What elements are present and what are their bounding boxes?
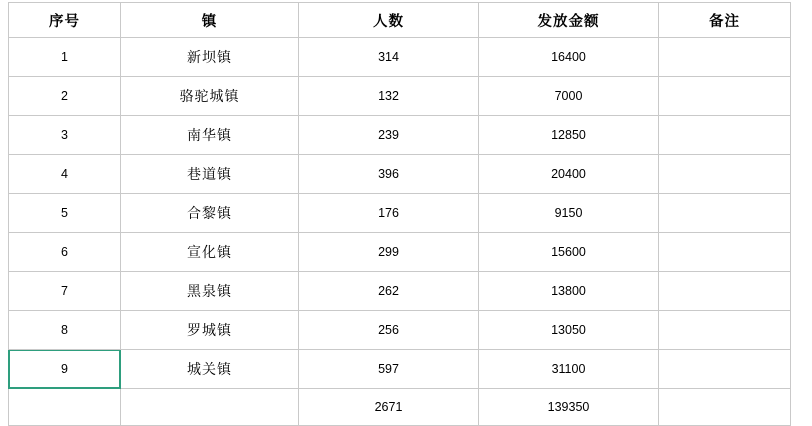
- cell-note[interactable]: [659, 272, 791, 311]
- cell-index[interactable]: 9: [9, 350, 121, 389]
- table-row[interactable]: [9, 155, 791, 194]
- cell-people[interactable]: 314: [299, 38, 479, 77]
- cell-people[interactable]: 239: [299, 116, 479, 155]
- cell-index[interactable]: 2: [9, 77, 121, 116]
- cell-amount[interactable]: 7000: [479, 77, 659, 116]
- cell-amount[interactable]: 9150: [479, 194, 659, 233]
- cell-town[interactable]: 南华镇: [121, 116, 299, 155]
- cell-amount[interactable]: 13050: [479, 311, 659, 350]
- table-row[interactable]: [9, 350, 791, 389]
- cell-people[interactable]: 299: [299, 233, 479, 272]
- cell-town[interactable]: 新坝镇: [121, 38, 299, 77]
- column-header-town: 镇: [121, 3, 299, 38]
- cell-people[interactable]: 256: [299, 311, 479, 350]
- cell-note[interactable]: [659, 116, 791, 155]
- cell-amount[interactable]: 31100: [479, 350, 659, 389]
- column-header-note: 备注: [659, 3, 791, 38]
- cell-town[interactable]: 合黎镇: [121, 194, 299, 233]
- column-header-people: 人数: [299, 3, 479, 38]
- cell-amount[interactable]: 12850: [479, 116, 659, 155]
- cell-town[interactable]: 巷道镇: [121, 155, 299, 194]
- table-row[interactable]: [9, 38, 791, 77]
- cell-total-amount[interactable]: 139350: [479, 389, 659, 426]
- cell-amount[interactable]: 20400: [479, 155, 659, 194]
- spreadsheet-sheet: [0, 2, 812, 414]
- cell-amount[interactable]: 15600: [479, 233, 659, 272]
- cell-town[interactable]: 城关镇: [121, 350, 299, 389]
- cell-index[interactable]: 1: [9, 38, 121, 77]
- column-header-index: 序号: [9, 3, 121, 38]
- cell-people[interactable]: 262: [299, 272, 479, 311]
- table-row[interactable]: [9, 77, 791, 116]
- cell-town[interactable]: 罗城镇: [121, 311, 299, 350]
- cell-index[interactable]: 3: [9, 116, 121, 155]
- table-row[interactable]: [9, 233, 791, 272]
- cell-index[interactable]: 8: [9, 311, 121, 350]
- cell-index[interactable]: 7: [9, 272, 121, 311]
- cell-amount[interactable]: 16400: [479, 38, 659, 77]
- cell-note[interactable]: [659, 233, 791, 272]
- cell-people[interactable]: 396: [299, 155, 479, 194]
- cell-note[interactable]: [659, 38, 791, 77]
- cell-people[interactable]: 176: [299, 194, 479, 233]
- table-row[interactable]: [9, 311, 791, 350]
- cell-index[interactable]: 4: [9, 155, 121, 194]
- cell-amount[interactable]: 13800: [479, 272, 659, 311]
- cell-index[interactable]: 5: [9, 194, 121, 233]
- cell-note[interactable]: [659, 155, 791, 194]
- data-table: [8, 2, 791, 426]
- cell-town[interactable]: 宣化镇: [121, 233, 299, 272]
- cell-total-people[interactable]: 2671: [299, 389, 479, 426]
- cell-note[interactable]: [659, 311, 791, 350]
- cell-note[interactable]: [659, 194, 791, 233]
- cell-total-note[interactable]: [659, 389, 791, 426]
- cell-note[interactable]: [659, 350, 791, 389]
- cell-town[interactable]: 黑泉镇: [121, 272, 299, 311]
- cell-people[interactable]: 597: [299, 350, 479, 389]
- column-header-amount: 发放金额: [479, 3, 659, 38]
- cell-total-index[interactable]: [9, 389, 121, 426]
- table-row[interactable]: [9, 272, 791, 311]
- cell-note[interactable]: [659, 77, 791, 116]
- table-header-row: [9, 3, 791, 38]
- cell-people[interactable]: 132: [299, 77, 479, 116]
- table-total-row[interactable]: [9, 389, 791, 426]
- cell-total-town[interactable]: [121, 389, 299, 426]
- cell-town[interactable]: 骆驼城镇: [121, 77, 299, 116]
- table-row[interactable]: [9, 116, 791, 155]
- cell-index[interactable]: 6: [9, 233, 121, 272]
- table-row[interactable]: [9, 194, 791, 233]
